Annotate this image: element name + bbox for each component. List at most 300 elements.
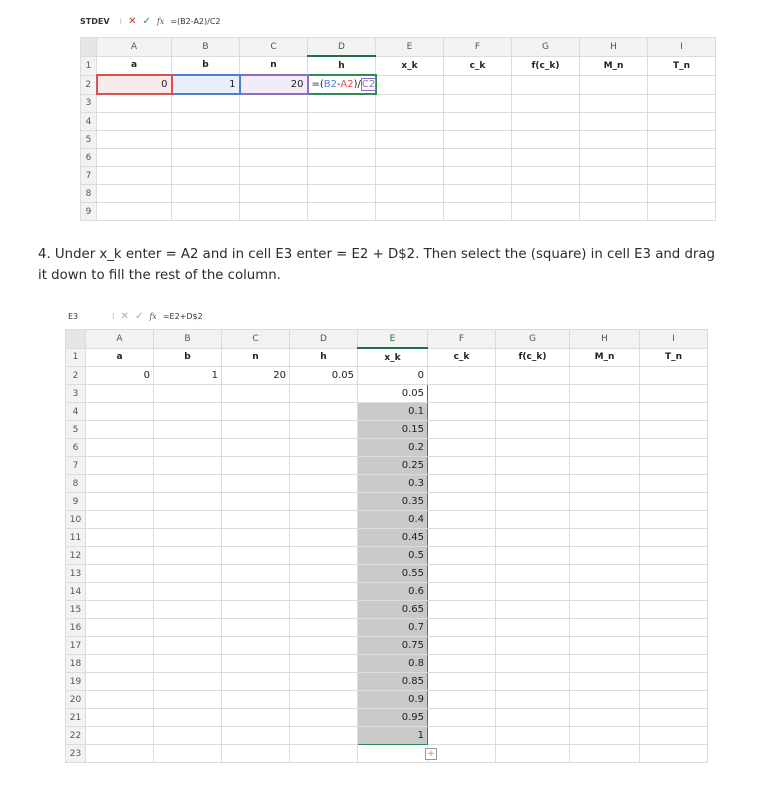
cell[interactable] <box>290 439 358 457</box>
cell-xk-value[interactable]: 0.35 <box>358 493 428 511</box>
cell[interactable] <box>496 583 570 601</box>
cell[interactable] <box>86 745 154 763</box>
cell[interactable] <box>496 511 570 529</box>
cell[interactable] <box>640 691 708 709</box>
cell[interactable] <box>222 439 290 457</box>
row-head[interactable]: 14 <box>66 583 86 601</box>
cell[interactable] <box>428 403 496 421</box>
cell[interactable] <box>570 583 640 601</box>
row-head[interactable]: 1 <box>66 348 86 367</box>
cell[interactable] <box>154 709 222 727</box>
cell[interactable] <box>496 547 570 565</box>
cell[interactable] <box>86 673 154 691</box>
cell[interactable] <box>86 691 154 709</box>
col-head-i[interactable]: I <box>648 38 716 57</box>
col-head-b[interactable]: B <box>154 330 222 349</box>
cell[interactable] <box>444 94 512 113</box>
cell[interactable] <box>648 167 716 185</box>
cell[interactable] <box>154 655 222 673</box>
cell[interactable] <box>496 691 570 709</box>
cell[interactable] <box>428 691 496 709</box>
cell[interactable] <box>308 131 376 149</box>
cell[interactable] <box>86 709 154 727</box>
row-head[interactable]: 16 <box>66 619 86 637</box>
row-head[interactable]: 22 <box>66 727 86 745</box>
col-head-e[interactable]: E <box>358 330 428 349</box>
cell[interactable] <box>580 203 648 221</box>
row-head[interactable]: 8 <box>81 185 97 203</box>
cell[interactable] <box>290 691 358 709</box>
cell[interactable] <box>570 673 640 691</box>
cell-xk-value[interactable]: 0.7 <box>358 619 428 637</box>
cell[interactable] <box>512 167 580 185</box>
col-head-h[interactable]: H <box>580 38 648 57</box>
cell-header-mn[interactable]: M_n <box>580 56 648 75</box>
select-all-corner[interactable] <box>66 330 86 349</box>
cell[interactable] <box>240 149 308 167</box>
row-head[interactable]: 9 <box>81 203 97 221</box>
cell[interactable] <box>580 94 648 113</box>
cell[interactable] <box>648 203 716 221</box>
cell[interactable] <box>222 619 290 637</box>
cell[interactable] <box>154 583 222 601</box>
cell[interactable] <box>640 637 708 655</box>
cell[interactable] <box>428 457 496 475</box>
col-head-c[interactable]: C <box>222 330 290 349</box>
cell[interactable] <box>640 457 708 475</box>
col-head-f[interactable]: F <box>428 330 496 349</box>
cell[interactable] <box>428 619 496 637</box>
cell[interactable] <box>222 745 290 763</box>
cell[interactable] <box>444 75 512 94</box>
cell[interactable] <box>570 619 640 637</box>
row-head[interactable]: 19 <box>66 673 86 691</box>
cell[interactable] <box>290 493 358 511</box>
cell[interactable] <box>154 475 222 493</box>
cell[interactable] <box>496 673 570 691</box>
cell-header-xk[interactable]: x_k <box>376 56 444 75</box>
cell[interactable] <box>240 185 308 203</box>
cell[interactable] <box>570 655 640 673</box>
cell[interactable] <box>496 655 570 673</box>
cell[interactable] <box>444 113 512 131</box>
cell[interactable] <box>222 475 290 493</box>
col-head-e[interactable]: E <box>376 38 444 57</box>
cell[interactable] <box>570 511 640 529</box>
cell[interactable] <box>172 185 240 203</box>
cell[interactable] <box>512 75 580 94</box>
cell-xk-value[interactable]: 0.75 <box>358 637 428 655</box>
cell[interactable] <box>496 529 570 547</box>
select-all-corner[interactable] <box>81 38 97 57</box>
cell-header-xk[interactable]: x_k <box>358 348 428 367</box>
function-icon[interactable]: fx <box>149 311 157 321</box>
cell[interactable] <box>97 131 172 149</box>
cell[interactable] <box>376 75 444 94</box>
cell[interactable] <box>640 601 708 619</box>
function-icon[interactable]: fx <box>156 16 165 26</box>
cell[interactable] <box>570 457 640 475</box>
cell[interactable] <box>640 673 708 691</box>
cell[interactable] <box>570 421 640 439</box>
cell[interactable] <box>640 583 708 601</box>
cell-a2[interactable]: 0 <box>86 367 154 385</box>
cell[interactable] <box>172 149 240 167</box>
cell[interactable] <box>496 457 570 475</box>
cell[interactable] <box>496 565 570 583</box>
col-head-f[interactable]: F <box>444 38 512 57</box>
cell-d2-editing[interactable] <box>308 75 376 94</box>
cell[interactable] <box>358 745 428 763</box>
cancel-icon[interactable]: ✕ <box>120 310 129 322</box>
row-head[interactable]: 8 <box>66 475 86 493</box>
cell[interactable] <box>240 203 308 221</box>
cell-header-ck[interactable]: c_k <box>444 56 512 75</box>
row-head[interactable]: 7 <box>81 167 97 185</box>
cancel-icon[interactable]: ✕ <box>128 15 137 27</box>
cell[interactable] <box>428 421 496 439</box>
cell-header-h[interactable]: h <box>308 56 376 75</box>
cell[interactable] <box>290 637 358 655</box>
cell[interactable] <box>428 547 496 565</box>
cell[interactable] <box>222 583 290 601</box>
cell[interactable] <box>290 385 358 403</box>
cell-a2[interactable]: 0 <box>97 75 172 94</box>
cell[interactable] <box>290 709 358 727</box>
cell[interactable] <box>428 601 496 619</box>
cell[interactable] <box>154 529 222 547</box>
cell[interactable] <box>496 709 570 727</box>
cell[interactable] <box>154 637 222 655</box>
cell[interactable] <box>512 203 580 221</box>
row-head[interactable]: 3 <box>66 385 86 403</box>
cell[interactable] <box>428 529 496 547</box>
row-head[interactable]: 11 <box>66 529 86 547</box>
row-head[interactable]: 2 <box>66 367 86 385</box>
cell[interactable] <box>86 421 154 439</box>
cell[interactable] <box>222 565 290 583</box>
cell[interactable] <box>496 745 570 763</box>
cell-xk-value[interactable]: 0.65 <box>358 601 428 619</box>
cell-header-b[interactable]: b <box>154 348 222 367</box>
cell[interactable] <box>154 439 222 457</box>
cell-header-a[interactable]: a <box>86 348 154 367</box>
cell[interactable] <box>640 619 708 637</box>
cell[interactable] <box>570 403 640 421</box>
confirm-icon[interactable]: ✓ <box>142 15 151 27</box>
formula-text[interactable]: =E2+D$2 <box>162 311 203 321</box>
row-head[interactable]: 15 <box>66 601 86 619</box>
cell-xk-value[interactable]: 0.9 <box>358 691 428 709</box>
cell[interactable] <box>640 727 708 745</box>
cell[interactable] <box>86 601 154 619</box>
cell-header-fck[interactable]: f(c_k) <box>512 56 580 75</box>
cell-header-n[interactable]: n <box>222 348 290 367</box>
cell[interactable] <box>640 403 708 421</box>
row-head[interactable]: 20 <box>66 691 86 709</box>
cell[interactable] <box>308 94 376 113</box>
cell-header-tn[interactable]: T_n <box>648 56 716 75</box>
cell[interactable] <box>222 655 290 673</box>
cell[interactable] <box>86 727 154 745</box>
cell[interactable] <box>290 547 358 565</box>
cell[interactable] <box>648 185 716 203</box>
cell[interactable] <box>648 149 716 167</box>
cell[interactable] <box>428 565 496 583</box>
cell[interactable] <box>580 75 648 94</box>
cell[interactable] <box>428 385 496 403</box>
cell[interactable] <box>444 131 512 149</box>
col-head-d[interactable]: D <box>308 38 376 57</box>
cell-header-b[interactable]: b <box>172 56 240 75</box>
cell[interactable] <box>570 385 640 403</box>
col-head-a[interactable]: A <box>86 330 154 349</box>
cell-xk-value[interactable]: 0.6 <box>358 583 428 601</box>
cell[interactable] <box>496 439 570 457</box>
col-head-a[interactable]: A <box>97 38 172 57</box>
cell[interactable] <box>308 113 376 131</box>
cell[interactable] <box>444 167 512 185</box>
col-head-d[interactable]: D <box>290 330 358 349</box>
cell[interactable] <box>496 385 570 403</box>
cell[interactable] <box>428 655 496 673</box>
cell[interactable] <box>496 619 570 637</box>
cell[interactable] <box>428 511 496 529</box>
cell[interactable] <box>240 131 308 149</box>
cell[interactable] <box>496 367 570 385</box>
cell[interactable] <box>290 475 358 493</box>
autofill-options-icon[interactable]: + <box>425 748 437 760</box>
cell[interactable] <box>648 113 716 131</box>
cell[interactable] <box>570 691 640 709</box>
cell[interactable] <box>86 637 154 655</box>
cell[interactable] <box>580 113 648 131</box>
row-head[interactable]: 6 <box>81 149 97 167</box>
cell[interactable] <box>570 529 640 547</box>
cell[interactable] <box>570 709 640 727</box>
cell[interactable] <box>496 421 570 439</box>
row-head[interactable]: 9 <box>66 493 86 511</box>
cell-b2[interactable]: 1 <box>172 75 240 94</box>
row-head[interactable]: 7 <box>66 457 86 475</box>
cell[interactable] <box>290 565 358 583</box>
cell[interactable] <box>428 475 496 493</box>
cell[interactable] <box>512 149 580 167</box>
cell[interactable] <box>222 457 290 475</box>
cell[interactable] <box>376 94 444 113</box>
cell-xk-value[interactable]: 0.25 <box>358 457 428 475</box>
confirm-icon[interactable]: ✓ <box>134 310 144 322</box>
cell[interactable] <box>154 565 222 583</box>
cell[interactable] <box>86 457 154 475</box>
cell[interactable] <box>308 203 376 221</box>
cell[interactable] <box>86 547 154 565</box>
cell[interactable] <box>580 149 648 167</box>
cell-header-fck[interactable]: f(c_k) <box>496 348 570 367</box>
row-head[interactable]: 4 <box>81 113 97 131</box>
cell[interactable] <box>172 203 240 221</box>
cell[interactable] <box>86 385 154 403</box>
cell[interactable] <box>222 673 290 691</box>
cell-xk-value[interactable]: 0.95 <box>358 709 428 727</box>
cell-xk-value[interactable]: 0.5 <box>358 547 428 565</box>
cell[interactable] <box>648 131 716 149</box>
cell[interactable] <box>570 565 640 583</box>
col-head-i[interactable]: I <box>640 330 708 349</box>
cell[interactable] <box>308 149 376 167</box>
cell[interactable] <box>640 493 708 511</box>
cell[interactable] <box>222 493 290 511</box>
cell[interactable] <box>154 511 222 529</box>
cell[interactable] <box>640 511 708 529</box>
cell[interactable] <box>86 529 154 547</box>
cell-xk-value[interactable]: 0.8 <box>358 655 428 673</box>
cell[interactable] <box>496 493 570 511</box>
row-head[interactable]: 10 <box>66 511 86 529</box>
cell[interactable] <box>154 619 222 637</box>
cell[interactable] <box>290 727 358 745</box>
cell[interactable] <box>97 203 172 221</box>
cell[interactable] <box>290 601 358 619</box>
cell[interactable] <box>154 691 222 709</box>
cell[interactable] <box>290 655 358 673</box>
row-head[interactable]: 21 <box>66 709 86 727</box>
cell-header-tn[interactable]: T_n <box>640 348 708 367</box>
cell[interactable] <box>172 113 240 131</box>
name-box[interactable]: E3 <box>68 311 79 321</box>
cell[interactable] <box>86 493 154 511</box>
cell-header-n[interactable]: n <box>240 56 308 75</box>
cell[interactable] <box>640 565 708 583</box>
cell[interactable] <box>97 94 172 113</box>
cell[interactable] <box>640 439 708 457</box>
cell[interactable] <box>496 637 570 655</box>
cell[interactable] <box>222 421 290 439</box>
cell[interactable] <box>640 709 708 727</box>
col-head-c[interactable]: C <box>240 38 308 57</box>
cell-c2[interactable]: 20 <box>222 367 290 385</box>
cell[interactable] <box>580 185 648 203</box>
cell[interactable] <box>86 511 154 529</box>
cell[interactable] <box>86 403 154 421</box>
cell[interactable] <box>86 583 154 601</box>
cell[interactable] <box>290 673 358 691</box>
cell[interactable] <box>496 475 570 493</box>
cell[interactable] <box>308 167 376 185</box>
cell[interactable] <box>648 94 716 113</box>
cell[interactable] <box>570 439 640 457</box>
cell[interactable] <box>640 475 708 493</box>
cell[interactable] <box>648 75 716 94</box>
cell-d2[interactable]: 0.05 <box>290 367 358 385</box>
cell[interactable] <box>240 113 308 131</box>
col-head-g[interactable]: G <box>496 330 570 349</box>
cell[interactable] <box>290 511 358 529</box>
cell[interactable] <box>640 655 708 673</box>
cell[interactable] <box>86 619 154 637</box>
cell[interactable] <box>290 457 358 475</box>
row-head[interactable]: 13 <box>66 565 86 583</box>
cell[interactable] <box>154 547 222 565</box>
cell[interactable] <box>222 709 290 727</box>
cell[interactable] <box>86 475 154 493</box>
cell[interactable] <box>97 185 172 203</box>
cell[interactable] <box>222 547 290 565</box>
cell[interactable] <box>580 131 648 149</box>
row-head[interactable]: 1 <box>81 56 97 75</box>
cell[interactable] <box>308 185 376 203</box>
cell[interactable] <box>222 529 290 547</box>
cell-header-mn[interactable]: M_n <box>570 348 640 367</box>
cell-b2[interactable]: 1 <box>154 367 222 385</box>
row-head[interactable]: 17 <box>66 637 86 655</box>
cell[interactable] <box>640 421 708 439</box>
row-head[interactable]: 5 <box>66 421 86 439</box>
cell[interactable] <box>97 149 172 167</box>
cell[interactable] <box>172 94 240 113</box>
row-head[interactable]: 12 <box>66 547 86 565</box>
cell[interactable] <box>240 94 308 113</box>
cell[interactable] <box>222 403 290 421</box>
cell[interactable] <box>570 727 640 745</box>
cell[interactable] <box>290 529 358 547</box>
cell[interactable] <box>154 421 222 439</box>
autofill-options-cell[interactable] <box>428 745 496 763</box>
row-head[interactable]: 4 <box>66 403 86 421</box>
row-head[interactable]: 18 <box>66 655 86 673</box>
cell-xk-value[interactable]: 0.3 <box>358 475 428 493</box>
cell[interactable] <box>222 511 290 529</box>
cell[interactable] <box>444 185 512 203</box>
cell-header-h[interactable]: h <box>290 348 358 367</box>
cell[interactable] <box>496 727 570 745</box>
cell[interactable] <box>580 167 648 185</box>
cell[interactable] <box>512 94 580 113</box>
cell[interactable] <box>172 167 240 185</box>
cell[interactable] <box>154 385 222 403</box>
cell[interactable] <box>428 709 496 727</box>
cell[interactable] <box>428 439 496 457</box>
cell[interactable] <box>512 131 580 149</box>
cell[interactable] <box>570 493 640 511</box>
cell[interactable] <box>222 385 290 403</box>
cell[interactable] <box>154 673 222 691</box>
cell[interactable] <box>154 745 222 763</box>
cell[interactable] <box>428 727 496 745</box>
cell[interactable] <box>428 583 496 601</box>
cell[interactable] <box>290 745 358 763</box>
cell-header-ck[interactable]: c_k <box>428 348 496 367</box>
row-head[interactable]: 23 <box>66 745 86 763</box>
cell[interactable] <box>428 367 496 385</box>
cell[interactable] <box>640 385 708 403</box>
cell[interactable] <box>290 403 358 421</box>
cell-xk-value[interactable]: 0.15 <box>358 421 428 439</box>
row-head[interactable]: 2 <box>81 75 97 94</box>
cell-e2[interactable]: 0 <box>358 367 428 385</box>
cell[interactable] <box>444 149 512 167</box>
cell[interactable] <box>154 727 222 745</box>
cell[interactable] <box>428 637 496 655</box>
cell[interactable] <box>428 493 496 511</box>
cell[interactable] <box>640 547 708 565</box>
cell-header-a[interactable]: a <box>97 56 172 75</box>
cell[interactable] <box>640 529 708 547</box>
cell[interactable] <box>222 601 290 619</box>
cell[interactable] <box>570 601 640 619</box>
cell[interactable] <box>376 131 444 149</box>
cell-xk-value[interactable]: 0.55 <box>358 565 428 583</box>
